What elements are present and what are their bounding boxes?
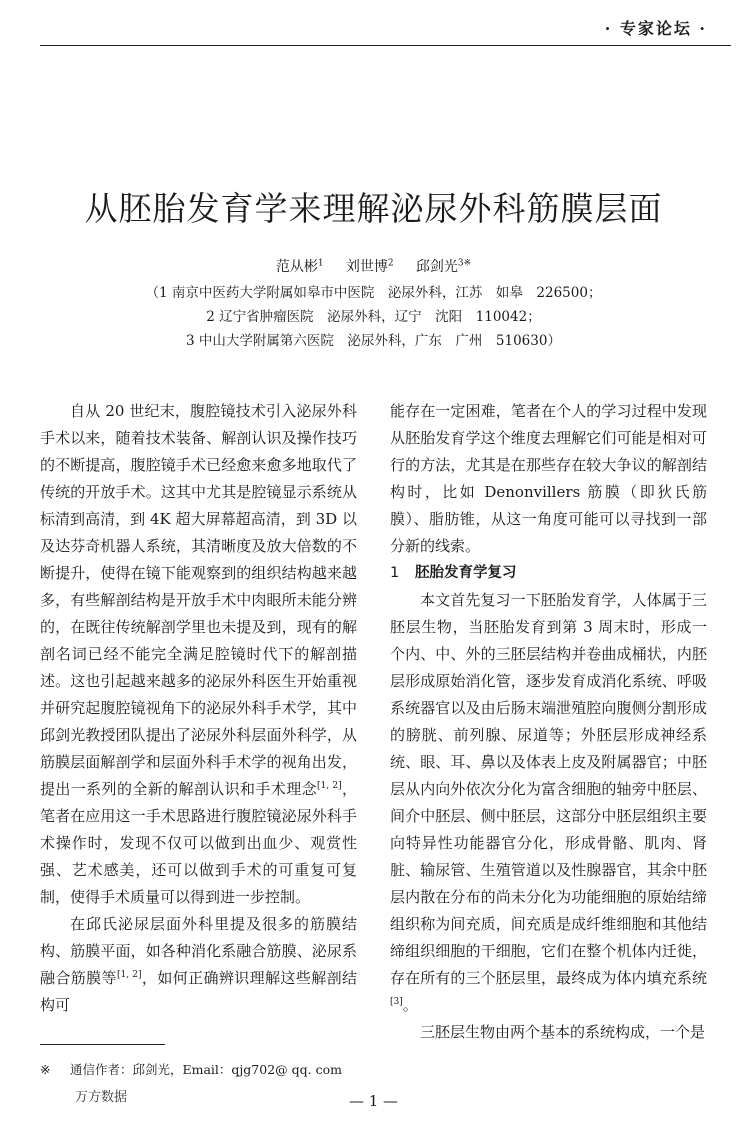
- body-column-right: [390, 398, 707, 1046]
- author-name: 范从彬: [275, 259, 318, 275]
- article-title: 从胚胎发育学来理解泌尿外科筋膜层面: [84, 189, 663, 228]
- page-number: — 1 —: [348, 1092, 399, 1110]
- section-tag: · 专家论坛 ·: [604, 19, 707, 38]
- footnote-mark: ※: [40, 1062, 51, 1077]
- footnote: [40, 1060, 342, 1078]
- section-heading: [390, 560, 707, 587]
- citation: [3]: [390, 997, 403, 1007]
- section-number: 1: [390, 565, 400, 581]
- paragraph: 在邱氏泌尿层面外科里提及很多的筋膜结构、筋膜平面，如各种消化系融合筋膜、泌尿系融合筋膜等[1, 2]，如何正确辨识理解这些解剖结构可: [40, 915, 357, 1014]
- footnote-rule: [40, 1044, 165, 1045]
- author-list: [0, 256, 747, 276]
- author-name: 邱剑光: [415, 259, 458, 275]
- affiliation-line: （1 南京中医药大学附属如皋市中医院 泌尿外科，江苏 如皋 226500；: [145, 285, 602, 301]
- body-column-left: [40, 398, 357, 1019]
- paragraph: 自从 20 世纪末，腹腔镜技术引入泌尿外科手术以来，随着技术装备、解剖认识及操作技巧的不断提高，腹腔镜手术已经愈来愈多地取代了传统的开放手术。这其中尤其是腔镜显示系统从标清到高清，到 4K 超大屏幕超高清，到 3D 以及达芬奇机器人系统，其清晰度及放大倍数的不断提升，使得在镜下能观察到的组织结构越来越多，有些解剖结构是开放手术中肉眼所未能分辨的，在既往传统解剖学里也未提及到，现有的解剖名词已经不能完全满足腔镜时代下的解剖描述。这也引起越来越多的泌尿外科医生开始重视并研究起腹腔镜视角下的泌尿外科手术学，其中邱剑光教授团队提出了泌尿外科层面外科学，从筋膜层面解剖学和层面外科手术学的视角出发，提出一系列的全新的解剖认识和手术理念[1, 2]，笔者在应用这一手术思路进行腹腔镜泌尿外科手术操作时，发现不仅可以做到出血少、观赏性强、艺术感美，还可以做到手术的可重复可复制，使得手术质量可以得到进一步控制。: [40, 402, 357, 906]
- paragraph: 本文首先复习一下胚胎发育学，人体属于三胚层生物，当胚胎发育到第 3 周末时，形成一个内、中、外的三胚层结构并卷曲成桶状，内胚层形成原始消化管，逐步发育成消化系统、呼吸系统器官以及由后肠末端泄殖腔向腹侧分割形成的膀胱、前列腺、尿道等；外胚层形成神经系统、眼、耳、鼻以及体表上皮及附属器官；中胚层从内向外依次分化为富含细胞的轴旁中胚层、间介中胚层、侧中胚层，这部分中胚层组织主要向特异性功能器官分化，形成骨骼、肌肉、肾脏、输尿管、生殖管道以及性腺器官，其余中胚层内散在分布的尚未分化为功能细胞的原始结缔组织称为间充质，间充质是成纤维细胞和其他结缔组织细胞的干细胞，它们在整个机体内迁徙，存在所有的三个胚层里，最终成为体内填充系统[3]。: [390, 591, 707, 1014]
- watermark: 万方数据: [75, 1090, 128, 1105]
- author-name: 刘世博: [345, 259, 388, 275]
- paragraph: 三胚层生物由两个基本的系统构成，一个是: [420, 1023, 706, 1041]
- author-affil-mark: 2: [387, 258, 394, 269]
- footnote-text: 通信作者：邱剑光，Email：qjg702@ qq. com: [70, 1062, 342, 1077]
- affiliation-line: 3 中山大学附属第六医院 泌尿外科，广东 广州 510630）: [186, 333, 561, 349]
- header-rule: [40, 45, 731, 46]
- paragraph: 能存在一定困难，笔者在个人的学习过程中发现从胚胎发育学这个维度去理解它们可能是相对可行的方法，尤其是在那些存在较大争议的解剖结构时，比如 Denonvillers 筋膜（即狄氏筋膜）、脂肪锥，从这一角度可能可以寻找到一部分新的线索。: [390, 402, 707, 555]
- author-affil-mark: 1: [317, 258, 324, 269]
- citation: [1, 2]: [116, 970, 142, 980]
- affiliation-line: 2 辽宁省肿瘤医院 泌尿外科，辽宁 沈阳 110042；: [206, 309, 541, 325]
- section-title: 胚胎发育学复习: [415, 565, 517, 581]
- author-affil-mark: 3※: [457, 258, 472, 269]
- citation: [1, 2]: [317, 781, 342, 791]
